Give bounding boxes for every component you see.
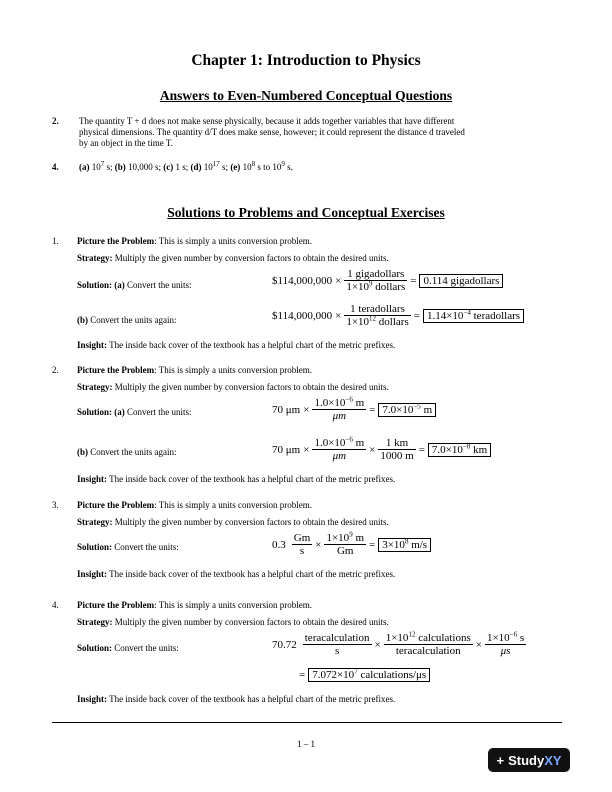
solution-label: Solution: (a) Convert the units:	[77, 280, 192, 290]
chapter-title: Chapter 1: Introduction to Physics	[191, 52, 421, 69]
equation: 0.3 $\frac{Gm}{s}$ × $\frac{1\times 10^9 m}{Gm}$ = $3\times 10^8$ m/s	[272, 532, 431, 557]
insight: Insight: The inside back cover of the textbook has a helpful chart of the metric prefixes.	[77, 569, 396, 579]
equation: $114,000,000 × $\frac{\text{1 teradollars}}{1\times 10^{12} dollars}$ = $1.14\times 10^{-4}$ teradollars	[272, 303, 524, 328]
problem-number: 2.	[52, 365, 59, 375]
strategy: Strategy: Multiply the given number by conversion factors to obtain the desired units.	[77, 617, 389, 627]
answer-box: $7.072\times 10^7$ calculations/μs	[308, 668, 430, 682]
section-heading-conceptual: Answers to Even-Numbered Conceptual Questions	[159, 88, 453, 103]
solution-label: Solution: Convert the units:	[77, 542, 179, 552]
strategy: Strategy: Multiply the given number by conversion factors to obtain the desired units.	[77, 382, 389, 392]
equation: 70 μm × $\frac{1.0\times 10^{-6} m}{\mu m}$ × $\frac{1 km}{1000 m}$ = $7.0\times 10^{-8}$ km	[272, 437, 491, 462]
answer-box: $7.0\times 10^{-5}$ m	[378, 403, 436, 417]
problem-number: 4.	[52, 600, 59, 610]
insight: Insight: The inside back cover of the textbook has a helpful chart of the metric prefixes.	[77, 474, 396, 484]
answer-box: $7.0\times 10^{-8}$ km	[428, 443, 491, 457]
picture-the-problem: Picture the Problem: This is simply a units conversion problem.	[77, 500, 312, 510]
problem-number: 3.	[52, 500, 59, 510]
solution-label: (b) Convert the units again:	[77, 447, 177, 457]
footer-divider	[52, 722, 562, 723]
question-answer: The quantity T + d does not make sense physically, because it adds together variables that have different physical dimensions. The quantity d/T does make sense, however; it could represent the distance d traveled by an object in the time T.	[79, 116, 465, 148]
equation: 70 μm × $\frac{1.0\times 10^{-6} m}{\mu m}$ = $7.0\times 10^{-5}$ m	[272, 397, 436, 422]
solution-label: Solution: Convert the units:	[77, 643, 179, 653]
insight: Insight: The inside back cover of the textbook has a helpful chart of the metric prefixes.	[77, 340, 396, 350]
answer-box: $3\times 10^8$ m/s	[378, 538, 431, 552]
problem-number: 1.	[52, 236, 59, 246]
solution-label: Solution: (a) Convert the units:	[77, 407, 192, 417]
page-number: 1 – 1	[297, 739, 315, 749]
picture-the-problem: Picture the Problem: This is simply a units conversion problem.	[77, 600, 312, 610]
question-answer: (a) $10^7$ s; (b) 10,000 s; (c) 1 s; (d) $10^{17}$ s; (e) $10^8$ s to $10^9$ s.	[79, 160, 293, 172]
answer-box: 0.114 gigadollars	[419, 274, 503, 288]
equation: 70.72 $\frac{\text{teracalculation}}{s}$ × $\frac{1\times 10^{12} calculations}{\text{teracalculation}}$ × $\frac{1\times 10^{-6} s}{\mu s}$	[272, 630, 525, 657]
strategy: Strategy: Multiply the given number by conversion factors to obtain the desired units.	[77, 517, 389, 527]
question-number: 4.	[52, 162, 59, 172]
section-heading-solutions: Solutions to Problems and Conceptual Exercises	[167, 205, 445, 220]
equation: $114,000,000 × $\frac{\text{1 gigadollars}}{1\times 10^9 dollars}$ = 0.114 gigadollars	[272, 268, 503, 293]
solution-label: (b) Convert the units again:	[77, 315, 177, 325]
question-number: 2.	[52, 116, 59, 126]
equation-result: = $7.072\times 10^7$ calculations/μs	[296, 668, 430, 682]
picture-the-problem: Picture the Problem: This is simply a units conversion problem.	[77, 236, 312, 246]
plus-icon: +	[496, 752, 505, 768]
picture-the-problem: Picture the Problem: This is simply a units conversion problem.	[77, 365, 312, 375]
strategy: Strategy: Multiply the given number by conversion factors to obtain the desired units.	[77, 253, 389, 263]
answer-box: $1.14\times 10^{-4}$ teradollars	[423, 309, 524, 323]
studyxy-logo[interactable]: + StudyXY	[488, 748, 570, 772]
insight: Insight: The inside back cover of the textbook has a helpful chart of the metric prefixes.	[77, 694, 396, 704]
